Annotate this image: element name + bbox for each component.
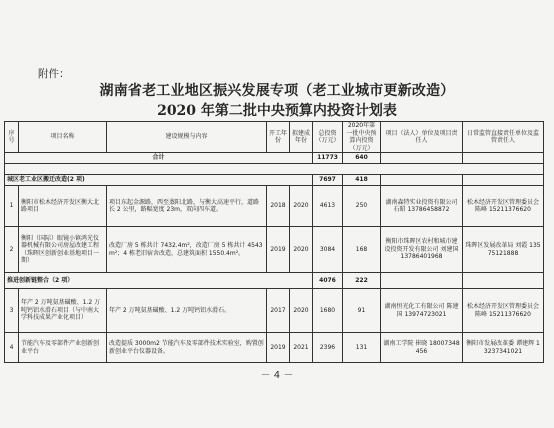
document-title-line2: 2020 年第二批中央预算内投资计划表 [157, 103, 397, 119]
empty-cell [381, 153, 463, 164]
table-row [5, 289, 544, 333]
header-seq: 序号 [5, 122, 19, 153]
table-row [5, 186, 544, 227]
empty-cell [463, 175, 544, 186]
row-legal-unit: 湖南恒光化工有限公司 陈建国 13974723021 [381, 289, 463, 333]
row-seq: 3 [5, 289, 19, 333]
total-row [5, 153, 544, 164]
investment-plan-table [4, 121, 544, 363]
empty-cell [463, 273, 544, 289]
row-supervisor: 衡阳市发展改革委 谭建辉 13237341021 [463, 333, 544, 363]
header-content: 建设规模与内容 [107, 122, 267, 153]
total-label: 合计 [5, 153, 313, 164]
header-total-investment: 总投资（万元） [313, 122, 343, 153]
row-legal-unit: 湖南森特实业投资有限公司 石昭 13786458872 [381, 186, 463, 227]
row-total-investment: 4613 [313, 186, 343, 227]
row-legal-unit: 湖南工学院 崔晓 18007348456 [381, 333, 463, 363]
row-end-year: 2020 [290, 186, 313, 227]
page-number: － 4 － [260, 370, 294, 381]
row-seq: 4 [5, 333, 19, 363]
section-title: 城区老工业区搬迁改造(2 项) [5, 175, 313, 186]
row-legal-unit: 衡阳市珠晖区农村和城市建设投资开发有限公司 刘建国 13786401968 [381, 227, 463, 273]
row-total-investment: 1680 [313, 289, 343, 333]
row-total-investment: 3084 [313, 227, 343, 273]
header-start-year: 开工年份 [267, 122, 290, 153]
row-project-name: 节能汽车及零部件产业创新创业平台 [19, 333, 107, 363]
empty-cell [381, 273, 463, 289]
section-central: 418 [343, 175, 381, 186]
row-start-year: 2019 [267, 227, 290, 273]
row-content: 年产 2 万吨氨基磺酸、1.2 万吨钙铝水滑石。 [107, 289, 267, 333]
total-investment: 11773 [313, 153, 343, 164]
empty-cell [5, 164, 544, 175]
header-legal-unit: 项目（法人）单位及项目责任人 [381, 122, 463, 153]
row-content: 改造厂房 5 栋共计 7432.4m²，改造厂房 5 栋共计 4543m²；4 栋老旧宿舍改造，总建筑面积 1550.4m²。 [107, 227, 267, 273]
section-central: 222 [343, 273, 381, 289]
row-central-investment: 91 [343, 289, 381, 333]
row-central-investment: 168 [343, 227, 381, 273]
section-total: 4076 [313, 273, 343, 289]
table-row [5, 333, 544, 363]
blank-row [5, 164, 544, 175]
row-central-investment: 131 [343, 333, 381, 363]
section-title: 推进创新链整合（2 项） [5, 273, 313, 289]
section-total: 7697 [313, 175, 343, 186]
row-supervisor: 珠晖区发展改革局 刘霞 13575121888 [463, 227, 544, 273]
row-end-year: 2020 [290, 289, 313, 333]
table-header-row [5, 122, 544, 153]
row-start-year: 2017 [267, 289, 290, 333]
empty-cell [463, 153, 544, 164]
empty-cell [381, 175, 463, 186]
row-end-year: 2020 [290, 227, 313, 273]
row-project-name: 年产 2 万吨氨基磺酸、1.2 万吨钙铝水滑石项目（与中南大学科技成果产业化项目） [19, 289, 107, 333]
row-start-year: 2018 [267, 186, 290, 227]
header-supervisor: 日常监管直接责任单位及监管责任人 [463, 122, 544, 153]
header-project-name: 项目名称 [19, 122, 107, 153]
attachment-label: 附件： [38, 68, 70, 80]
row-start-year: 2019 [267, 333, 290, 363]
table-row [5, 227, 544, 273]
row-project-name: 衡阳（国际）眼镜小镇鸿光仪器机械有限公司房屋改建工程（珠晖区创新创业基地项目一期） [19, 227, 107, 273]
row-content: 项目东起金源路，西至蒸阳北路，与衡大高速平行，道路长 2 公里，路幅宽度 23m，双向四车道。 [107, 186, 267, 227]
total-central: 640 [343, 153, 381, 164]
row-supervisor: 松木经济开发区管理委员会 陈峰 15211376620 [463, 289, 544, 333]
row-seq: 1 [5, 186, 19, 227]
section-row [5, 273, 544, 289]
section-row [5, 175, 544, 186]
row-content: 改造提质 3000m2 节能汽车及零部件技术实验室，购置创新创业平台仪器设备。 [107, 333, 267, 363]
row-supervisor: 松木经济开发区管理委员会 陈峰 15211376620 [463, 186, 544, 227]
row-project-name: 衡阳市松木经济开发区衡大北路项目 [19, 186, 107, 227]
row-central-investment: 250 [343, 186, 381, 227]
header-central-investment: 2020年第一批中央预算内投资（万元） [343, 122, 381, 153]
document-title-line1: 湖南省老工业地区振兴发展专项（老工业城市更新改造） [99, 83, 455, 99]
row-total-investment: 2396 [313, 333, 343, 363]
row-end-year: 2021 [290, 333, 313, 363]
row-seq: 2 [5, 227, 19, 273]
header-end-year: 拟建成年份 [290, 122, 313, 153]
